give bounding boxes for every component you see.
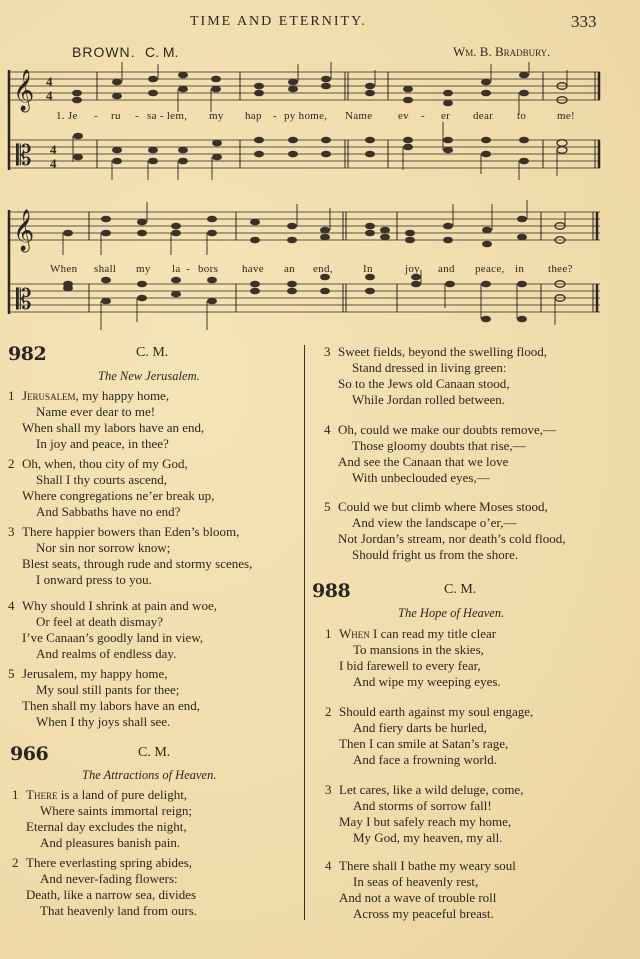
lyric-syllable: peace, xyxy=(475,263,505,275)
stanza-3: 3 Let cares, like a wild deluge, come, And storms of sorrow fall! May I but safely reach my home, My God, my heaven, my all. xyxy=(325,782,524,845)
stanza-3: 3 There happier bowers than Eden’s bloom, Nor sin nor sorrow know; Blest seats, through rude and stormy scenes, I onward press to you. xyxy=(8,524,253,587)
lyric-syllable: - xyxy=(94,110,98,122)
hymn-meter: C. M. xyxy=(138,745,171,760)
lyric-syllable: have xyxy=(242,263,264,275)
svg-text:4: 4 xyxy=(50,142,57,157)
lyric-syllable: la xyxy=(172,263,181,275)
lyric-syllable: to xyxy=(517,110,527,122)
lyric-line-1 xyxy=(0,110,640,124)
lyric-syllable: and xyxy=(438,263,455,275)
lyric-syllable: ev xyxy=(398,110,409,122)
hymn-meter: C. M. xyxy=(444,582,477,597)
tune-heading xyxy=(0,44,640,62)
svg-text:𝄡: 𝄡 xyxy=(16,283,32,316)
svg-text:𝄡: 𝄡 xyxy=(16,139,32,172)
lyric-syllable: er xyxy=(441,110,451,122)
stanza-4: 4 Oh, could we make our doubts remove,— Those gloomy doubts that rise,— And see the Canaan that we love With unbeclouded eyes,— xyxy=(324,422,557,485)
column-divider xyxy=(304,345,305,920)
lyric-line-2 xyxy=(0,263,640,277)
svg-text:4: 4 xyxy=(50,156,57,171)
running-head xyxy=(0,14,640,34)
lyric-syllable: my xyxy=(136,263,151,275)
lyric-syllable: joy xyxy=(405,263,420,275)
hymn-number: 966 xyxy=(10,743,49,765)
lyric-syllable: me! xyxy=(557,110,576,122)
lyric-syllable: In xyxy=(363,263,373,275)
hymn-subtitle: The Attractions of Heaven. xyxy=(82,768,217,782)
lyric-syllable: shall xyxy=(94,263,117,275)
running-title: TIME AND ETERNITY. xyxy=(190,14,367,29)
lyric-syllable: end, xyxy=(313,263,333,275)
stanza-5: 5 Jerusalem, my happy home, My soul still pants for thee; Then shall my labors have an end, When I thy joys shall see. xyxy=(8,666,200,729)
lyric-syllable: dear xyxy=(473,110,494,122)
lyric-syllable: - xyxy=(421,110,425,122)
lyric-syllable: 1. Je xyxy=(56,110,78,122)
svg-text:𝄞: 𝄞 xyxy=(13,210,35,251)
lyric-syllable: When xyxy=(50,263,78,275)
tune-meter: C. M. xyxy=(145,44,179,60)
lyric-syllable: ru xyxy=(111,110,121,122)
lyric-syllable: in xyxy=(515,263,525,275)
stanza-2: 2 Oh, when, thou city of my God, Shall I thy courts ascend, Where congregations ne’er break up, And Sabbaths have no end? xyxy=(8,456,215,519)
hymn-meter: C. M. xyxy=(136,345,169,360)
hymn-number: 982 xyxy=(8,343,47,365)
hymn-subtitle: The New Jerusalem. xyxy=(98,369,200,383)
lyric-syllable: my xyxy=(209,110,224,122)
lyric-syllable: hap xyxy=(245,110,262,122)
stanza-2: 2 Should earth against my soul engage, And fiery darts be hurled, Then I can smile at Satan’s rage, And face a frowning world. xyxy=(325,704,534,767)
lyric-syllable: bors xyxy=(198,263,219,275)
lyric-syllable: an xyxy=(284,263,295,275)
page-number: 333 xyxy=(571,12,597,31)
lyric-syllable: - xyxy=(135,110,139,122)
lyric-syllable: - xyxy=(186,263,190,275)
stanza-1: 1 When I can read my title clear To mansions in the skies, I bid farewell to every fear, And wipe my weeping eyes. xyxy=(325,626,501,689)
hymn-subtitle: The Hope of Heaven. xyxy=(398,606,505,620)
svg-text:𝄞: 𝄞 xyxy=(13,70,35,111)
stanza-1: 1 Jerusalem, my happy home, Name ever dear to me! When shall my labors have an end, In joy and peace, in thee? xyxy=(8,388,205,451)
stanza-4: 4 There shall I bathe my weary soul In seas of heavenly rest, And not a wave of trouble roll Across my peaceful breast. xyxy=(325,858,516,921)
lyric-syllable: py home, xyxy=(284,110,328,122)
svg-text:4: 4 xyxy=(46,88,53,103)
lyric-syllable: - xyxy=(273,110,277,122)
lyric-syllable: sa - lem, xyxy=(147,110,188,122)
hymn-number: 988 xyxy=(312,580,351,602)
stanza-3: 3 Sweet fields, beyond the swelling flood, Stand dressed in living green: So to the Jews old Canaan stood, While Jordan rolled between. xyxy=(324,344,548,407)
lyric-syllable: thee? xyxy=(548,263,573,275)
stanza-5: 5 Could we but climb where Moses stood, And view the landscape o’er,— Not Jordan’s stream, nor death’s cold flood, Should fright us from the shore. xyxy=(324,499,566,562)
stanza-4: 4 Why should I shrink at pain and woe, Or feel at death dismay? I’ve Canaan’s goodly land in view, And realms of endless day. xyxy=(8,598,217,661)
lyric-syllable: Name xyxy=(345,110,373,122)
svg-text:4: 4 xyxy=(46,74,53,89)
composer: Wm. B. Bradbury. xyxy=(453,44,551,59)
tune-name: BROWN. xyxy=(72,44,136,60)
stanza-1: 1 There is a land of pure delight, Where saints immortal reign; Eternal day excludes the night, And pleasures banish pain. xyxy=(12,787,192,850)
stanza-2: 2 There everlasting spring abides, And never-fading flowers: Death, like a narrow sea, divides That heavenly land from ours. xyxy=(12,855,198,918)
